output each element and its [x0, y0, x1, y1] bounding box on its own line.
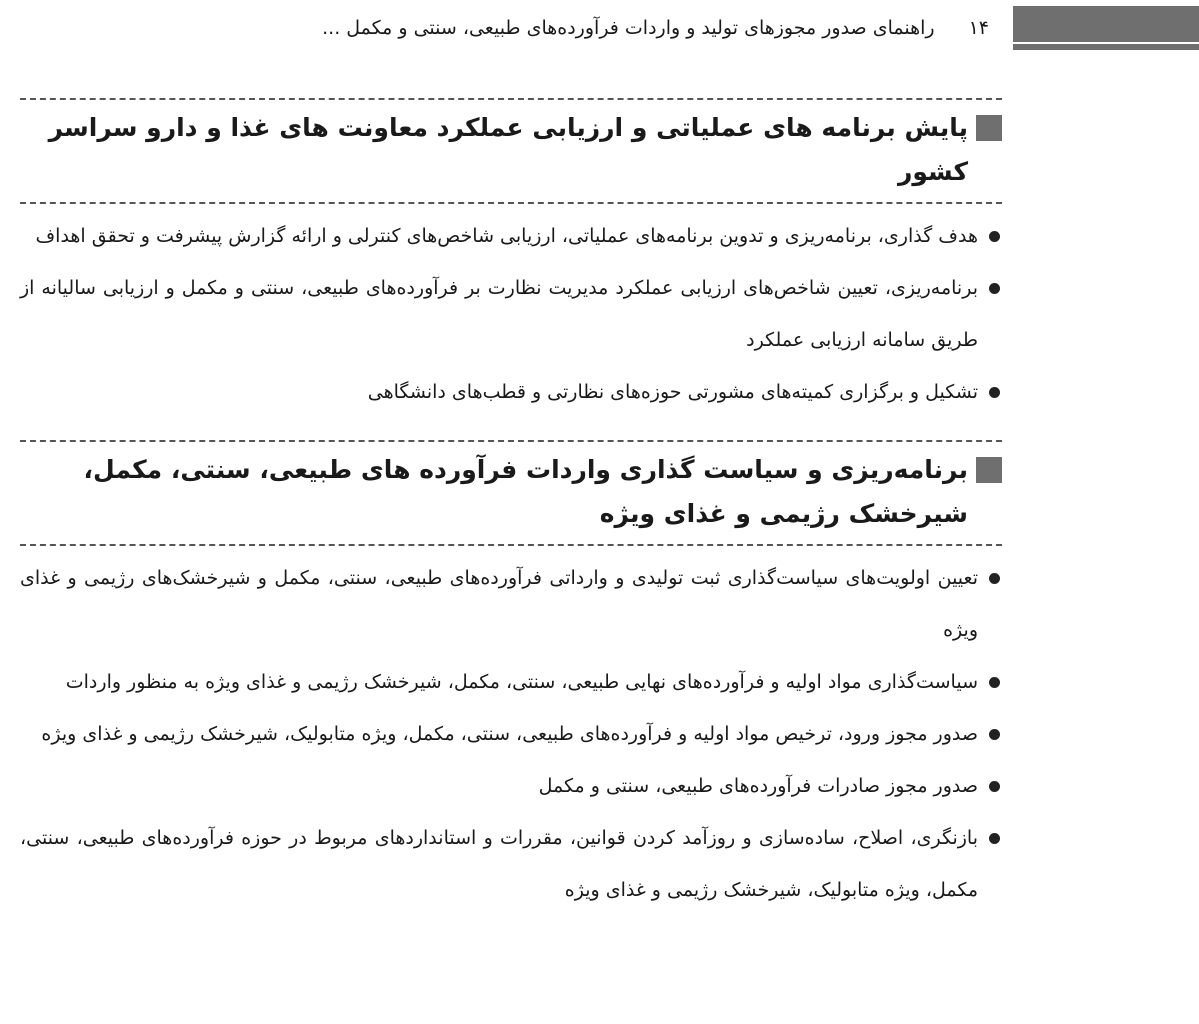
list-item	[20, 366, 1002, 418]
section-title: برنامه‌ریزی و سیاست‌ گذاری واردات فرآورده‌ های طبیعی، سنتی، مکمل، شیرخشک رژیمی و غذای ویژه	[83, 455, 968, 528]
list-item	[20, 812, 1002, 916]
bullet-list	[20, 210, 1002, 418]
bullet-icon	[989, 677, 1000, 688]
list-item	[20, 708, 1002, 760]
list-item-text: صدور مجوز صادرات فرآورده‌های طبیعی، سنتی و مکمل	[538, 775, 978, 797]
list-item	[20, 552, 1002, 656]
bullet-icon	[989, 781, 1000, 792]
running-title: راهنمای صدور مجوزهای تولید و واردات فرآورده‌های طبیعی، سنتی و مکمل ...	[322, 17, 935, 39]
list-item-text: هدف گذاری، برنامه‌ریزی و تدوین برنامه‌های عملیاتی، ارزیابی شاخص‌های کنترلی و ارائه گزارش پیشرفت و تحقق اهداف	[35, 225, 978, 247]
list-item	[20, 760, 1002, 812]
heading-square-marker	[976, 457, 1002, 483]
section-monitoring	[20, 98, 1002, 418]
bullet-icon	[989, 833, 1000, 844]
section-import-policy	[20, 440, 1002, 916]
page-number: ۱۴	[968, 17, 989, 39]
section-heading	[20, 440, 1002, 546]
running-header	[322, 10, 989, 46]
bullet-icon	[989, 729, 1000, 740]
bullet-icon	[989, 387, 1000, 398]
list-item-text: بازنگری، اصلاح، ساده‌سازی و روزآمد کردن قوانین، مقررات و استانداردهای مربوط در حوزه فرآورده‌های طبیعی، سنتی، مکمل، ویژه متابولیک، شیرخشک رژیمی و غذای ویژه	[20, 827, 978, 901]
bullet-icon	[989, 283, 1000, 294]
list-item	[20, 656, 1002, 708]
list-item-text: سیاست‌گذاری مواد اولیه و فرآورده‌های نهایی طبیعی، سنتی، مکمل، شیرخشک رژیمی و غذای ویژه به منظور واردات	[65, 671, 978, 693]
header-decoration-bar	[1013, 6, 1199, 50]
section-heading	[20, 98, 1002, 204]
list-item	[20, 262, 1002, 366]
list-item-text: برنامه‌ریزی، تعیین شاخص‌های ارزیابی عملکرد مدیریت نظارت بر فرآورده‌های طبیعی، سنتی و مکمل و ارزیابی سالیانه از طریق سامانه ارزیابی عملکرد	[20, 277, 978, 351]
bullet-icon	[989, 231, 1000, 242]
heading-square-marker	[976, 115, 1002, 141]
list-item-text: تعیین اولویت‌های سیاست‌گذاری ثبت تولیدی و وارداتی فرآورده‌های طبیعی، سنتی، مکمل و شیرخشک‌های رژیمی و غذای ویژه	[20, 567, 978, 641]
list-item-text: تشکیل و برگزاری کمیته‌های مشورتی حوزه‌های نظارتی و قطب‌های دانشگاهی	[367, 381, 978, 403]
bullet-icon	[989, 573, 1000, 584]
list-item	[20, 210, 1002, 262]
list-item-text: صدور مجوز ورود، ترخیص مواد اولیه و فرآورده‌های طبیعی، سنتی، مکمل، ویژه متابولیک، شیرخشک رژیمی و غذای ویژه	[41, 723, 978, 745]
section-title: پایش برنامه‌ های عملیاتی و ارزیابی عملکرد معاونت‌ های غذا و دارو سراسر کشور	[48, 113, 968, 186]
bullet-list	[20, 552, 1002, 916]
